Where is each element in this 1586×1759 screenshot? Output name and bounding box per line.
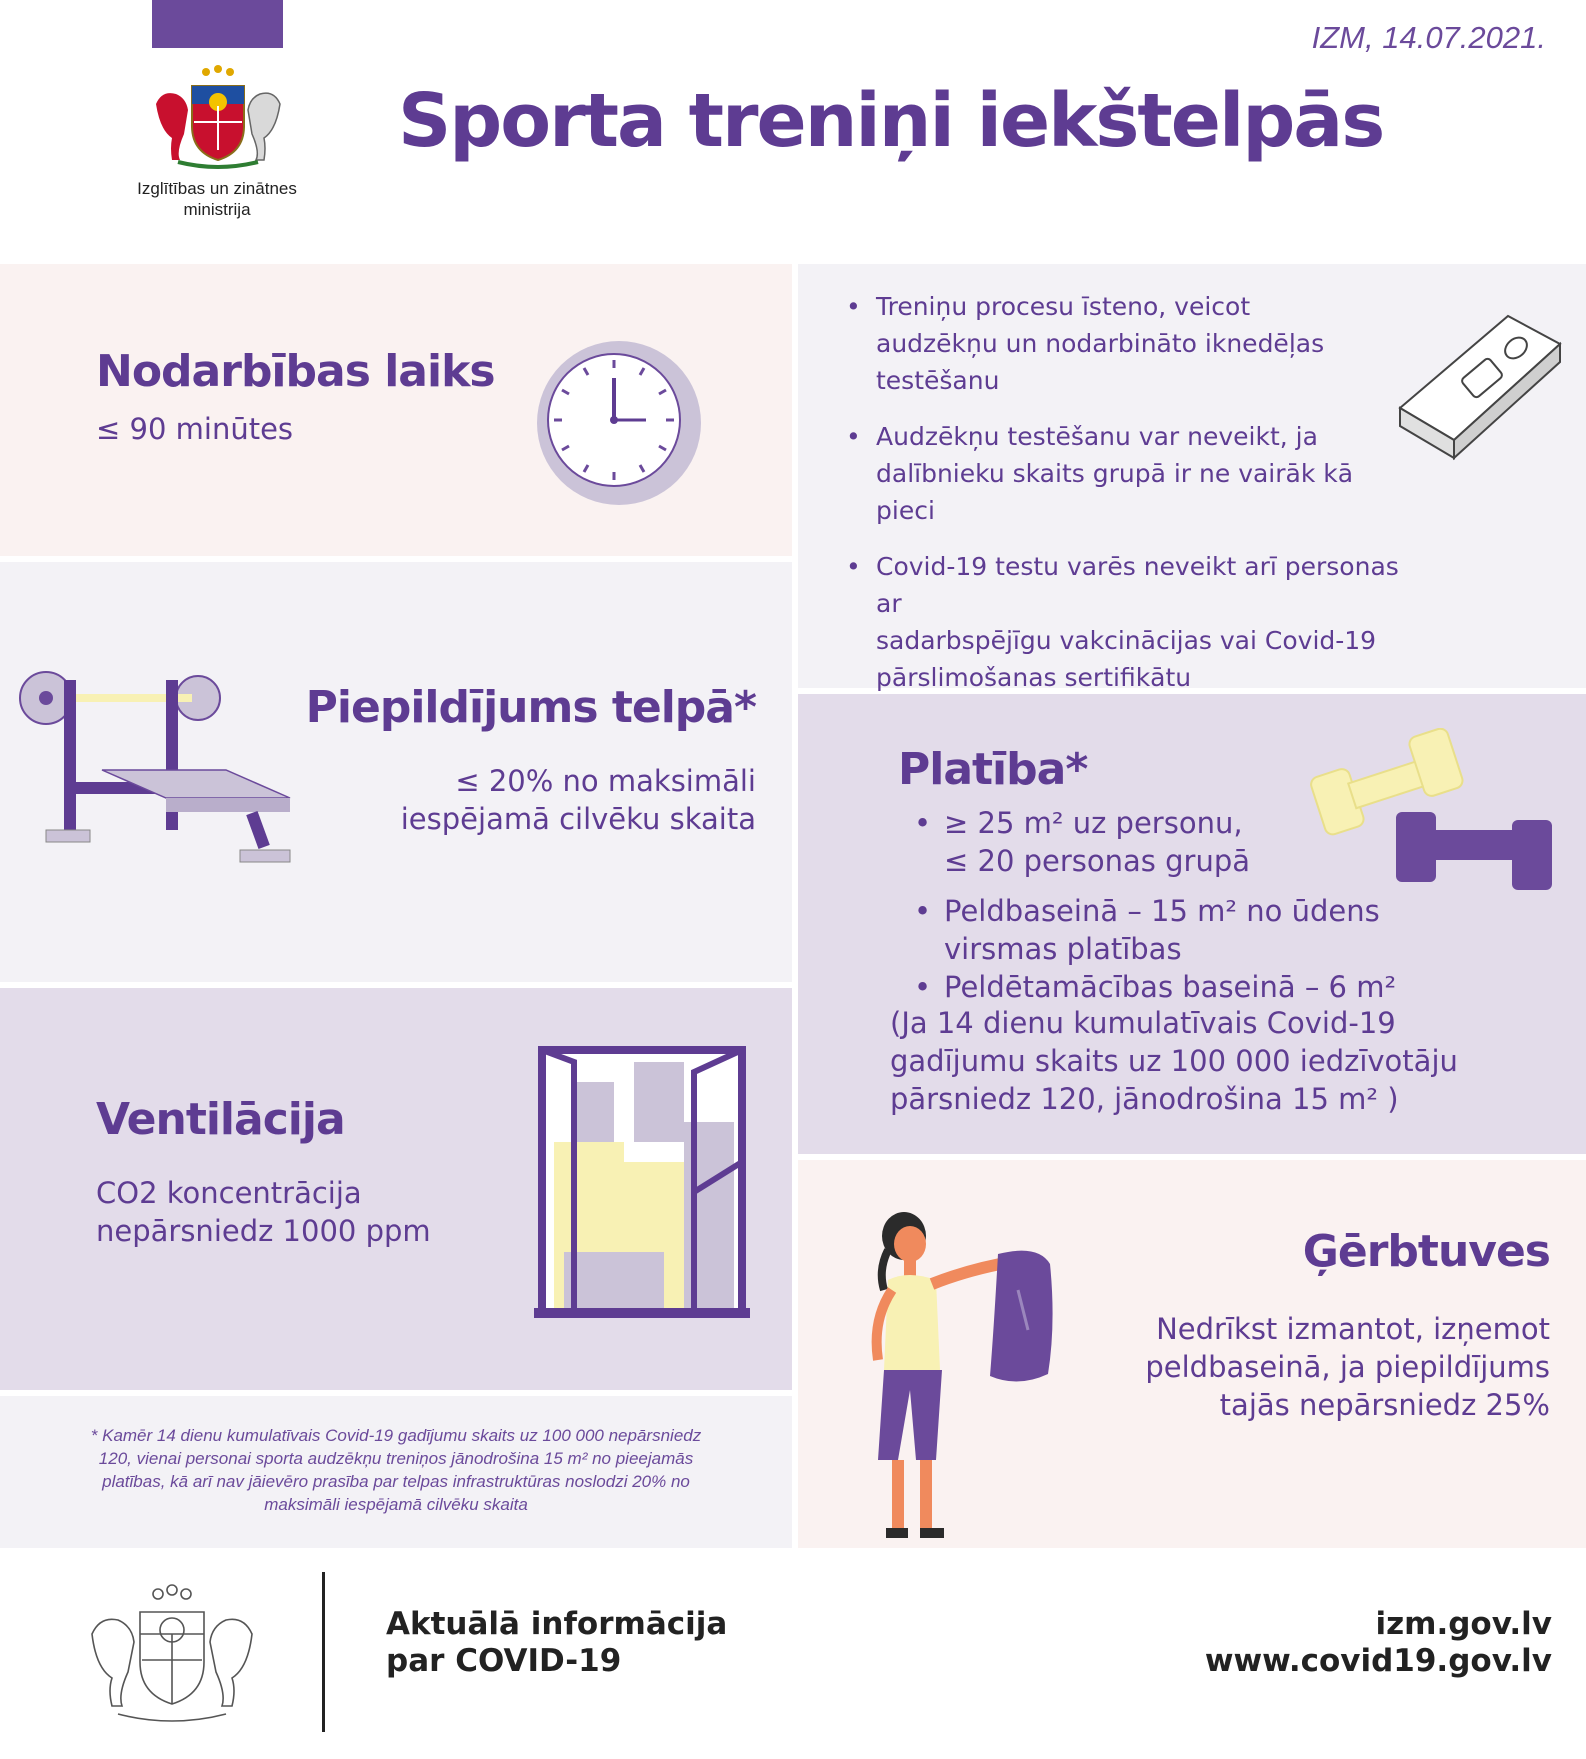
footer-links: [1205, 1606, 1552, 1680]
ventilation-panel: [0, 988, 792, 1390]
area-item-per-person: • ≥ 25 m² uz personu, ≤ 20 personas grupā: [914, 804, 1534, 880]
bench-press-icon: [16, 670, 296, 870]
footer-info: [386, 1606, 727, 1680]
footer-divider: [322, 1572, 325, 1732]
coat-of-arms-icon: [82, 1584, 262, 1726]
open-window-icon: [534, 1042, 754, 1332]
link-covid19[interactable]: www.covid19.gov.lv: [1204, 1643, 1552, 1679]
test-kit-icon: [1388, 308, 1564, 478]
footer-info-line1: Aktuālā informācija: [386, 1606, 728, 1642]
footer-emblem: [82, 1584, 262, 1726]
occupancy-heading: Piepildījums telpā*: [305, 682, 756, 733]
person-with-towel-icon: [848, 1200, 1088, 1550]
footnote-line3: platības, kā arī nav jāievēro prasība par telpas infrastruktūras noslodzi 20% no: [102, 1472, 690, 1491]
occupancy-line1: ≤ 20% no maksimāli: [455, 764, 756, 798]
testing-panel: [798, 264, 1586, 692]
ministry-caption-line2: ministrija: [183, 200, 251, 219]
area-item-swim-lessons: • Peldētamācības baseinā – 6 m²: [914, 968, 1534, 1006]
occupancy-text: [401, 762, 756, 838]
ministry-caption-line1: Izglītības un zinātnes: [137, 179, 297, 198]
ventilation-line2: nepārsniedz 1000 ppm: [96, 1214, 431, 1248]
ventilation-text: [96, 1174, 431, 1250]
duration-value: ≤ 90 minūtes: [96, 412, 294, 446]
clock-icon: [534, 338, 704, 508]
footer-info-line2: par COVID-19: [386, 1643, 622, 1679]
duration-heading: Nodarbības laiks: [96, 346, 495, 397]
changing-rooms-heading: Ģērbtuves: [1302, 1226, 1550, 1277]
area-note: (Ja 14 dienu kumulatīvais Covid-19 gadījumu skaits uz 100 000 iedzīvotāju pārsniedz 120, jānodrošina 15 m² ): [890, 1006, 1458, 1116]
footnote-text: [30, 1424, 762, 1516]
area-panel: [798, 694, 1586, 1154]
footnote-line2: 120, vienai personai sporta audzēkņu treniņos jānodrošina 15 m² no pieejamās: [98, 1449, 694, 1468]
footnote-panel: [0, 1396, 792, 1548]
ministry-logo: [148, 64, 288, 172]
testing-item: • Audzēkņu testēšanu var neveikt, ja dalībnieku skaits grupā ir ne vairāk kā pieci: [846, 418, 1406, 529]
ventilation-line1: CO2 koncentrācija: [96, 1176, 362, 1210]
area-list: [914, 804, 1534, 1006]
changing-rooms-panel: [798, 1160, 1586, 1548]
occupancy-panel: [0, 562, 792, 982]
publication-date: IZM, 14.07.2021.: [1311, 20, 1546, 55]
footnote-line1: * Kamēr 14 dienu kumulatīvais Covid-19 gadījumu skaits uz 100 000 nepārsniedz: [90, 1426, 702, 1445]
changing-rooms-text: Nedrīkst izmantot, izņemot peldbaseinā, ja piepildījums tajās nepārsniedz 25%: [1145, 1312, 1550, 1422]
coat-of-arms-icon: [148, 64, 288, 172]
header-accent-bar: [152, 0, 283, 48]
testing-item: • Covid-19 testu varēs neveikt arī personas ar sadarbspējīgu vakcinācijas vai Covid-19 pārslimošanas sertifikātu: [846, 548, 1406, 696]
occupancy-line2: iespējamā cilvēku skaita: [400, 802, 756, 836]
duration-panel: [0, 264, 792, 556]
area-item-pool: • Peldbaseinā – 15 m² no ūdens virsmas platības: [914, 892, 1534, 968]
page-title: Sporta treniņi iekštelpās: [398, 78, 1384, 164]
area-heading: Platība*: [898, 744, 1088, 795]
ministry-caption: [112, 178, 322, 220]
ventilation-heading: Ventilācija: [96, 1094, 345, 1145]
link-izm[interactable]: izm.gov.lv: [1375, 1606, 1552, 1642]
testing-item: • Treniņu procesu īsteno, veicot audzēkņu un nodarbināto iknedēļas testēšanu: [846, 288, 1406, 399]
testing-list: [846, 288, 1406, 696]
footnote-line4: maksimāli iespējamā cilvēku skaita: [264, 1495, 528, 1514]
